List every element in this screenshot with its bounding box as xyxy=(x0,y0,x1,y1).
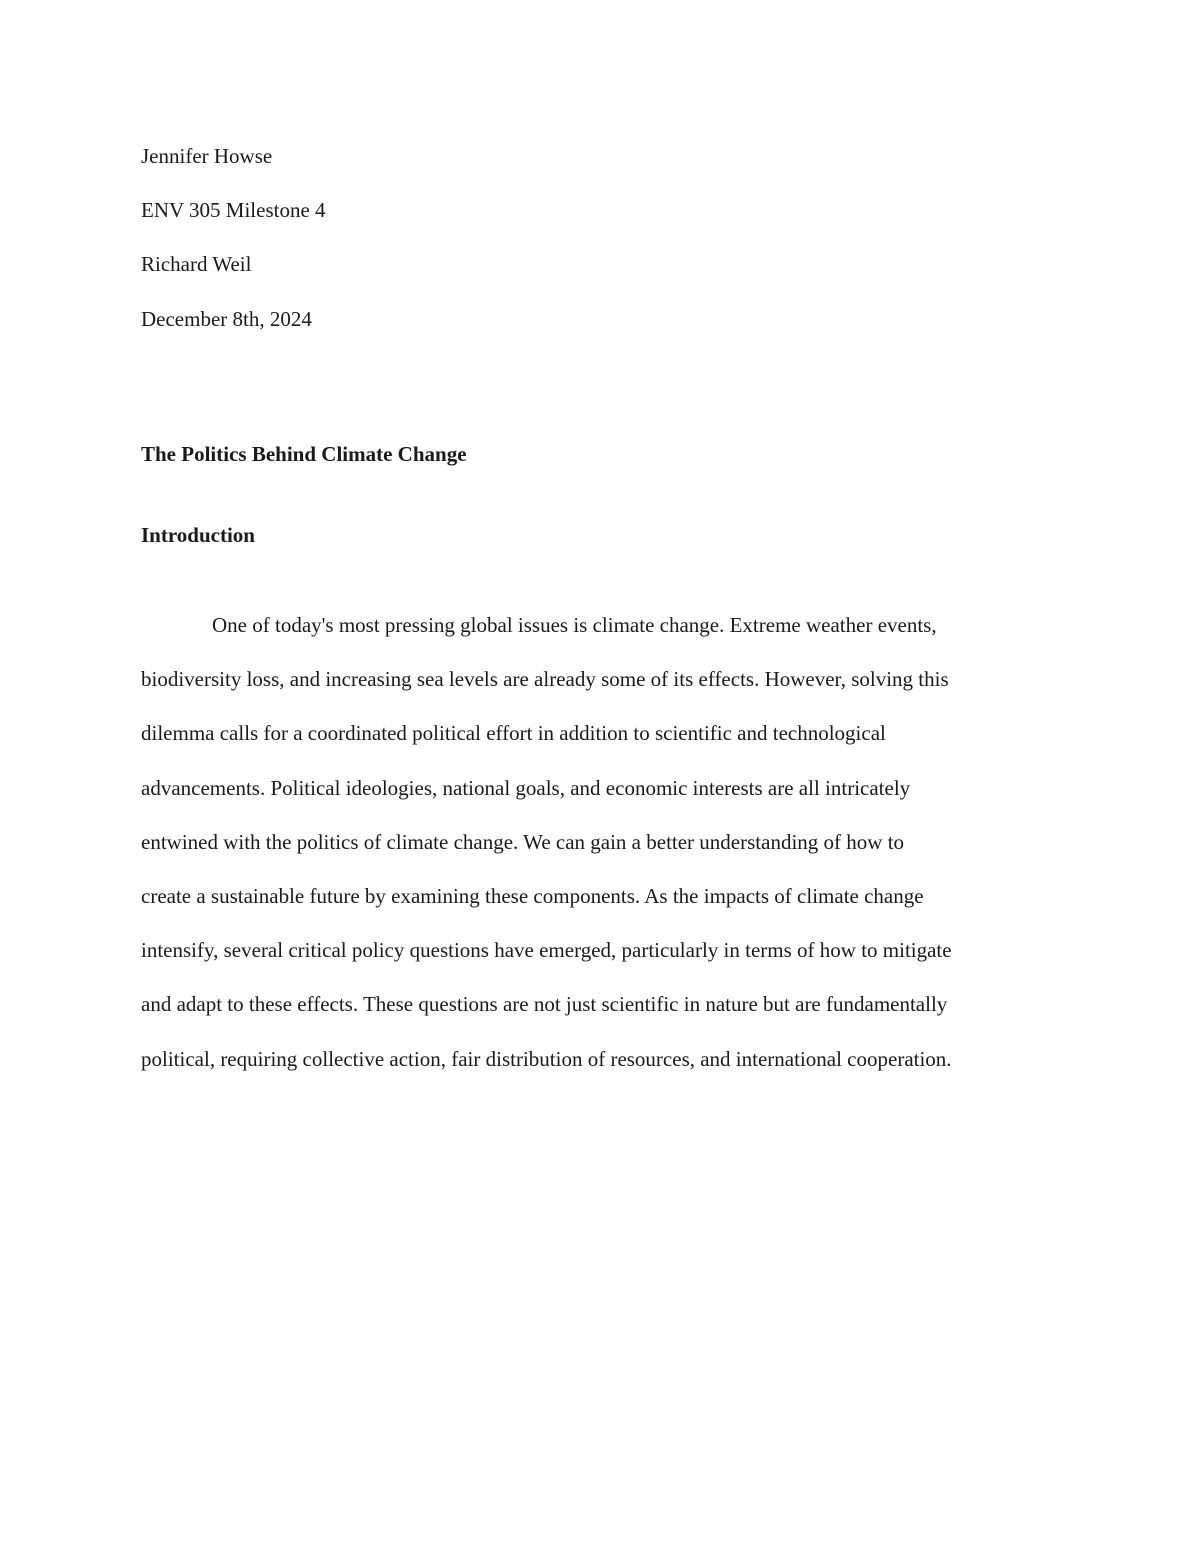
introduction-paragraph xyxy=(141,598,1061,1086)
paragraph-line: intensify, several critical policy questions have emerged, particularly in terms of how to mitigate xyxy=(141,938,952,963)
submission-date: December 8th, 2024 xyxy=(141,307,312,331)
paragraph-line: create a sustainable future by examining these components. As the impacts of climate change xyxy=(141,883,924,908)
document-title: The Politics Behind Climate Change xyxy=(141,442,467,466)
instructor-name: Richard Weil xyxy=(141,252,252,276)
paragraph-line: entwined with the politics of climate change. We can gain a better understanding of how to xyxy=(141,829,905,854)
paragraph-line: advancements. Political ideologies, national goals, and economic interests are all intricately xyxy=(141,775,911,800)
paragraph-line: biodiversity loss, and increasing sea levels are already some of its effects. However, solving this xyxy=(141,667,949,692)
paragraph-line: and adapt to these effects. These questions are not just scientific in nature but are fundamentally xyxy=(141,992,948,1017)
paragraph-line: One of today's most pressing global issues is climate change. Extreme weather events, xyxy=(212,613,937,637)
section-heading-introduction: Introduction xyxy=(141,523,255,547)
paragraph-line: dilemma calls for a coordinated political effort in addition to scientific and technological xyxy=(141,721,886,746)
author-name: Jennifer Howse xyxy=(141,144,273,168)
course-name: ENV 305 Milestone 4 xyxy=(141,198,326,222)
paragraph-line: political, requiring collective action, fair distribution of resources, and international cooperation. xyxy=(141,1046,952,1071)
